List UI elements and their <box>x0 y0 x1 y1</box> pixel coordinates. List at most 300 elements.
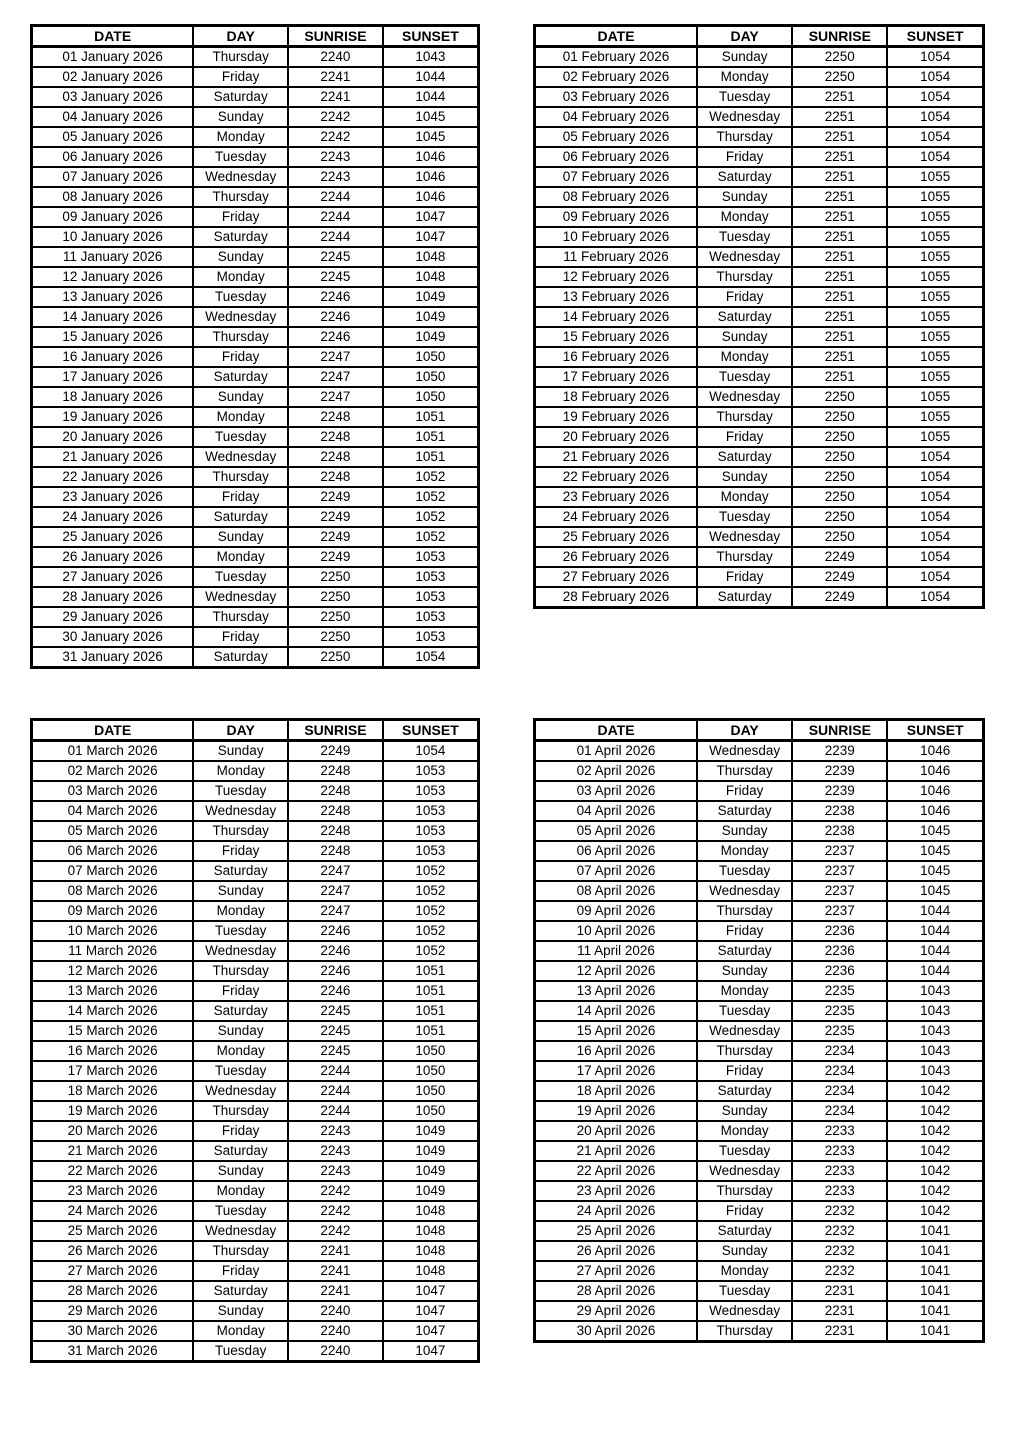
table-row <box>32 527 479 547</box>
sunrise-cell: 2244 <box>288 207 383 227</box>
sunset-cell: 1050 <box>383 1041 479 1061</box>
table-row <box>535 1161 984 1181</box>
date-cell: 19 February 2026 <box>535 407 698 427</box>
sunrise-cell: 2234 <box>792 1061 887 1081</box>
day-cell: Wednesday <box>193 167 288 187</box>
day-cell: Wednesday <box>193 447 288 467</box>
sunrise-cell: 2243 <box>288 1121 383 1141</box>
sunrise-cell: 2251 <box>792 187 887 207</box>
sunset-cell: 1048 <box>383 1241 479 1261</box>
sunrise-cell: 2246 <box>288 921 383 941</box>
table-row <box>535 981 984 1001</box>
date-cell: 28 January 2026 <box>32 587 194 607</box>
day-cell: Tuesday <box>697 507 792 527</box>
sunset-cell: 1055 <box>887 307 983 327</box>
sunset-cell: 1045 <box>887 861 983 881</box>
day-cell: Thursday <box>697 1181 792 1201</box>
date-cell: 17 February 2026 <box>535 367 698 387</box>
table-row <box>32 1061 479 1081</box>
table-row <box>535 287 984 307</box>
date-cell: 20 April 2026 <box>535 1121 698 1141</box>
sunset-cell: 1041 <box>887 1221 983 1241</box>
day-cell: Sunday <box>697 47 792 68</box>
sunset-cell: 1046 <box>887 741 983 762</box>
day-cell: Sunday <box>697 187 792 207</box>
date-cell: 23 January 2026 <box>32 487 194 507</box>
table-row <box>32 647 479 668</box>
date-cell: 03 March 2026 <box>32 781 194 801</box>
sunset-cell: 1054 <box>887 67 983 87</box>
sunrise-cell: 2248 <box>288 821 383 841</box>
date-cell: 28 February 2026 <box>535 587 698 608</box>
day-cell: Tuesday <box>193 1061 288 1081</box>
sunset-cell: 1042 <box>887 1161 983 1181</box>
date-cell: 16 January 2026 <box>32 347 194 367</box>
day-cell: Thursday <box>697 761 792 781</box>
table-row <box>32 347 479 367</box>
table-row <box>535 527 984 547</box>
sunrise-cell: 2241 <box>288 1261 383 1281</box>
table-row <box>535 1061 984 1081</box>
day-cell: Thursday <box>697 1041 792 1061</box>
date-cell: 10 April 2026 <box>535 921 698 941</box>
sunset-cell: 1055 <box>887 427 983 447</box>
sunset-cell: 1055 <box>887 367 983 387</box>
day-cell: Monday <box>697 981 792 1001</box>
day-cell: Tuesday <box>193 1201 288 1221</box>
date-cell: 02 February 2026 <box>535 67 698 87</box>
date-cell: 30 April 2026 <box>535 1321 698 1342</box>
day-cell: Sunday <box>193 741 288 762</box>
table-row <box>535 567 984 587</box>
sunrise-cell: 2246 <box>288 981 383 1001</box>
table-row <box>535 67 984 87</box>
date-cell: 31 March 2026 <box>32 1341 194 1362</box>
date-cell: 25 January 2026 <box>32 527 194 547</box>
sunrise-cell: 2250 <box>792 487 887 507</box>
date-cell: 09 January 2026 <box>32 207 194 227</box>
day-cell: Wednesday <box>697 107 792 127</box>
sunset-cell: 1054 <box>887 467 983 487</box>
date-cell: 27 January 2026 <box>32 567 194 587</box>
date-cell: 12 January 2026 <box>32 267 194 287</box>
sunset-cell: 1055 <box>887 327 983 347</box>
sunrise-cell: 2243 <box>288 1141 383 1161</box>
sunset-cell: 1045 <box>383 107 479 127</box>
sunset-cell: 1048 <box>383 1201 479 1221</box>
sun-times-table-january <box>30 24 480 669</box>
sunrise-cell: 2246 <box>288 307 383 327</box>
table-row <box>32 921 479 941</box>
sunrise-cell: 2248 <box>288 781 383 801</box>
date-cell: 20 March 2026 <box>32 1121 194 1141</box>
sunrise-cell: 2251 <box>792 127 887 147</box>
day-cell: Wednesday <box>697 881 792 901</box>
day-cell: Saturday <box>193 227 288 247</box>
sunset-cell: 1041 <box>887 1261 983 1281</box>
sunset-cell: 1051 <box>383 1021 479 1041</box>
sunset-cell: 1043 <box>383 47 479 68</box>
date-cell: 26 February 2026 <box>535 547 698 567</box>
sunrise-cell: 2239 <box>792 741 887 762</box>
day-cell: Friday <box>193 1121 288 1141</box>
day-cell: Monday <box>193 267 288 287</box>
sunrise-cell: 2234 <box>792 1081 887 1101</box>
sunrise-cell: 2250 <box>792 407 887 427</box>
day-cell: Tuesday <box>193 781 288 801</box>
sunrise-cell: 2247 <box>288 861 383 881</box>
sunset-cell: 1055 <box>887 287 983 307</box>
sunset-cell: 1053 <box>383 801 479 821</box>
sunrise-cell: 2245 <box>288 267 383 287</box>
sunset-cell: 1046 <box>383 147 479 167</box>
sun-times-table-march <box>30 718 480 1363</box>
date-cell: 15 April 2026 <box>535 1021 698 1041</box>
sunset-cell: 1050 <box>383 1081 479 1101</box>
date-cell: 15 February 2026 <box>535 327 698 347</box>
date-cell: 03 January 2026 <box>32 87 194 107</box>
sunrise-cell: 2250 <box>792 67 887 87</box>
column-header-day: DAY <box>193 720 288 741</box>
date-cell: 02 April 2026 <box>535 761 698 781</box>
table-row <box>32 761 479 781</box>
sunset-cell: 1042 <box>887 1201 983 1221</box>
sunrise-cell: 2250 <box>288 627 383 647</box>
table-row <box>535 307 984 327</box>
sunrise-cell: 2251 <box>792 367 887 387</box>
table-row <box>535 841 984 861</box>
day-cell: Monday <box>697 347 792 367</box>
sun-times-table-container-april <box>533 718 985 1343</box>
sunset-cell: 1051 <box>383 1001 479 1021</box>
table-row <box>535 387 984 407</box>
sunset-cell: 1046 <box>887 781 983 801</box>
column-header-sunset: SUNSET <box>383 720 479 741</box>
sunset-cell: 1047 <box>383 1341 479 1362</box>
table-row <box>32 1261 479 1281</box>
date-cell: 18 March 2026 <box>32 1081 194 1101</box>
table-row <box>535 207 984 227</box>
day-cell: Saturday <box>697 801 792 821</box>
sunrise-cell: 2232 <box>792 1261 887 1281</box>
sunset-cell: 1052 <box>383 467 479 487</box>
table-row <box>32 1281 479 1301</box>
table-row <box>32 507 479 527</box>
sunrise-cell: 2246 <box>288 327 383 347</box>
column-header-sunrise: SUNRISE <box>288 720 383 741</box>
sunrise-cell: 2251 <box>792 327 887 347</box>
date-cell: 23 February 2026 <box>535 487 698 507</box>
sunset-cell: 1051 <box>383 981 479 1001</box>
table-row <box>535 267 984 287</box>
sunset-cell: 1051 <box>383 427 479 447</box>
day-cell: Monday <box>193 127 288 147</box>
date-cell: 27 April 2026 <box>535 1261 698 1281</box>
table-row <box>535 1081 984 1101</box>
sunrise-cell: 2236 <box>792 921 887 941</box>
day-cell: Friday <box>697 781 792 801</box>
sunset-cell: 1049 <box>383 1181 479 1201</box>
day-cell: Wednesday <box>697 1021 792 1041</box>
sunset-cell: 1055 <box>887 347 983 367</box>
sunset-cell: 1053 <box>383 821 479 841</box>
sunrise-cell: 2248 <box>288 447 383 467</box>
table-row <box>535 1101 984 1121</box>
date-cell: 31 January 2026 <box>32 647 194 668</box>
table-row <box>32 547 479 567</box>
date-cell: 19 January 2026 <box>32 407 194 427</box>
sunrise-cell: 2250 <box>288 647 383 668</box>
table-row <box>32 607 479 627</box>
date-cell: 30 January 2026 <box>32 627 194 647</box>
sunset-cell: 1042 <box>887 1081 983 1101</box>
date-cell: 26 March 2026 <box>32 1241 194 1261</box>
sunset-cell: 1055 <box>887 247 983 267</box>
day-cell: Friday <box>193 347 288 367</box>
date-cell: 08 February 2026 <box>535 187 698 207</box>
sunrise-cell: 2249 <box>288 527 383 547</box>
date-cell: 12 February 2026 <box>535 267 698 287</box>
table-row <box>32 1081 479 1101</box>
sunset-cell: 1042 <box>887 1121 983 1141</box>
sunset-cell: 1053 <box>383 761 479 781</box>
sunset-cell: 1043 <box>887 1041 983 1061</box>
sunrise-cell: 2250 <box>792 387 887 407</box>
table-row <box>32 407 479 427</box>
day-cell: Saturday <box>697 167 792 187</box>
day-cell: Saturday <box>697 447 792 467</box>
date-cell: 11 February 2026 <box>535 247 698 267</box>
table-row <box>32 1021 479 1041</box>
date-cell: 06 January 2026 <box>32 147 194 167</box>
sunset-cell: 1041 <box>887 1281 983 1301</box>
sunrise-cell: 2251 <box>792 167 887 187</box>
date-cell: 24 March 2026 <box>32 1201 194 1221</box>
table-row <box>535 881 984 901</box>
date-cell: 06 February 2026 <box>535 147 698 167</box>
table-row <box>32 187 479 207</box>
day-cell: Tuesday <box>193 427 288 447</box>
column-header-day: DAY <box>697 26 792 47</box>
day-cell: Monday <box>193 901 288 921</box>
sunset-cell: 1054 <box>887 547 983 567</box>
sunset-cell: 1050 <box>383 387 479 407</box>
sunrise-cell: 2232 <box>792 1221 887 1241</box>
date-cell: 20 February 2026 <box>535 427 698 447</box>
sunrise-cell: 2232 <box>792 1201 887 1221</box>
sunrise-cell: 2233 <box>792 1161 887 1181</box>
sunrise-cell: 2250 <box>288 607 383 627</box>
day-cell: Tuesday <box>193 567 288 587</box>
sunrise-cell: 2246 <box>288 287 383 307</box>
table-row <box>32 127 479 147</box>
date-cell: 29 April 2026 <box>535 1301 698 1321</box>
sunset-cell: 1053 <box>383 547 479 567</box>
sun-times-table-container-march <box>30 718 480 1363</box>
day-cell: Monday <box>193 1321 288 1341</box>
table-row <box>535 247 984 267</box>
day-cell: Tuesday <box>697 87 792 107</box>
date-cell: 15 March 2026 <box>32 1021 194 1041</box>
date-cell: 08 March 2026 <box>32 881 194 901</box>
date-cell: 09 March 2026 <box>32 901 194 921</box>
sunrise-cell: 2233 <box>792 1181 887 1201</box>
sunrise-cell: 2248 <box>288 427 383 447</box>
date-cell: 14 February 2026 <box>535 307 698 327</box>
table-row <box>32 1101 479 1121</box>
table-row <box>535 547 984 567</box>
date-cell: 23 March 2026 <box>32 1181 194 1201</box>
header-row <box>32 720 479 741</box>
sunrise-cell: 2246 <box>288 961 383 981</box>
day-cell: Monday <box>193 761 288 781</box>
table-row <box>32 941 479 961</box>
date-cell: 18 January 2026 <box>32 387 194 407</box>
sunrise-cell: 2251 <box>792 307 887 327</box>
sunrise-cell: 2249 <box>288 487 383 507</box>
sunset-cell: 1041 <box>887 1321 983 1342</box>
table-row <box>535 1241 984 1261</box>
date-cell: 07 March 2026 <box>32 861 194 881</box>
table-row <box>32 167 479 187</box>
day-cell: Sunday <box>193 387 288 407</box>
sunset-cell: 1051 <box>383 407 479 427</box>
sunrise-cell: 2242 <box>288 1181 383 1201</box>
sunset-cell: 1044 <box>383 87 479 107</box>
sunset-cell: 1054 <box>887 507 983 527</box>
day-cell: Friday <box>193 67 288 87</box>
day-cell: Sunday <box>193 527 288 547</box>
day-cell: Friday <box>193 1261 288 1281</box>
day-cell: Monday <box>697 1261 792 1281</box>
day-cell: Friday <box>193 207 288 227</box>
sunset-cell: 1054 <box>887 487 983 507</box>
table-row <box>535 801 984 821</box>
column-header-sunset: SUNSET <box>887 720 983 741</box>
sunset-cell: 1054 <box>887 127 983 147</box>
sunset-cell: 1054 <box>887 107 983 127</box>
day-cell: Thursday <box>193 327 288 347</box>
table-row <box>535 921 984 941</box>
sunset-cell: 1045 <box>887 821 983 841</box>
date-cell: 22 February 2026 <box>535 467 698 487</box>
sunset-cell: 1046 <box>383 167 479 187</box>
date-cell: 26 January 2026 <box>32 547 194 567</box>
table-row <box>535 741 984 762</box>
day-cell: Tuesday <box>193 921 288 941</box>
table-row <box>32 1221 479 1241</box>
date-cell: 13 March 2026 <box>32 981 194 1001</box>
day-cell: Thursday <box>193 1241 288 1261</box>
day-cell: Monday <box>193 547 288 567</box>
day-cell: Monday <box>697 487 792 507</box>
date-cell: 12 March 2026 <box>32 961 194 981</box>
sunrise-cell: 2244 <box>288 1081 383 1101</box>
sunset-cell: 1041 <box>887 1241 983 1261</box>
sunrise-cell: 2244 <box>288 1101 383 1121</box>
sunrise-cell: 2249 <box>792 567 887 587</box>
date-cell: 01 February 2026 <box>535 47 698 68</box>
sunset-cell: 1047 <box>383 1321 479 1341</box>
sunset-cell: 1055 <box>887 267 983 287</box>
sunrise-cell: 2239 <box>792 781 887 801</box>
table-row <box>32 1241 479 1261</box>
day-cell: Tuesday <box>697 1281 792 1301</box>
column-header-date: DATE <box>32 26 194 47</box>
sunrise-cell: 2237 <box>792 901 887 921</box>
table-row <box>535 1281 984 1301</box>
sunrise-cell: 2237 <box>792 861 887 881</box>
sunset-cell: 1044 <box>887 901 983 921</box>
day-cell: Thursday <box>697 267 792 287</box>
sunrise-cell: 2241 <box>288 1241 383 1261</box>
sunrise-cell: 2240 <box>288 1321 383 1341</box>
table-row <box>535 147 984 167</box>
sunrise-cell: 2243 <box>288 147 383 167</box>
table-row <box>535 1181 984 1201</box>
table-row <box>535 47 984 68</box>
sunset-cell: 1043 <box>887 1001 983 1021</box>
day-cell: Sunday <box>697 327 792 347</box>
sunset-cell: 1047 <box>383 207 479 227</box>
date-cell: 23 April 2026 <box>535 1181 698 1201</box>
sunrise-cell: 2251 <box>792 207 887 227</box>
date-cell: 18 April 2026 <box>535 1081 698 1101</box>
sunrise-cell: 2249 <box>288 547 383 567</box>
table-row <box>535 1321 984 1342</box>
table-row <box>535 587 984 608</box>
table-row <box>535 127 984 147</box>
day-cell: Saturday <box>697 1081 792 1101</box>
table-row <box>32 781 479 801</box>
table-row <box>535 467 984 487</box>
date-cell: 21 February 2026 <box>535 447 698 467</box>
date-cell: 22 March 2026 <box>32 1161 194 1181</box>
day-cell: Sunday <box>193 1021 288 1041</box>
table-row <box>32 207 479 227</box>
table-row <box>32 387 479 407</box>
date-cell: 05 February 2026 <box>535 127 698 147</box>
date-cell: 13 February 2026 <box>535 287 698 307</box>
day-cell: Wednesday <box>697 1301 792 1321</box>
table-row <box>535 821 984 841</box>
sunset-cell: 1049 <box>383 307 479 327</box>
table-row <box>32 1001 479 1021</box>
table-row <box>535 1301 984 1321</box>
sunrise-cell: 2249 <box>288 507 383 527</box>
date-cell: 06 March 2026 <box>32 841 194 861</box>
sunrise-cell: 2242 <box>288 127 383 147</box>
day-cell: Thursday <box>193 1101 288 1121</box>
date-cell: 08 April 2026 <box>535 881 698 901</box>
sunrise-cell: 2250 <box>792 527 887 547</box>
table-row <box>32 147 479 167</box>
sunset-cell: 1047 <box>383 227 479 247</box>
table-row <box>535 941 984 961</box>
table-row <box>535 227 984 247</box>
sunrise-cell: 2235 <box>792 981 887 1001</box>
table-row <box>32 801 479 821</box>
date-cell: 14 January 2026 <box>32 307 194 327</box>
day-cell: Tuesday <box>697 1001 792 1021</box>
table-row <box>32 327 479 347</box>
day-cell: Sunday <box>193 881 288 901</box>
date-cell: 08 January 2026 <box>32 187 194 207</box>
day-cell: Friday <box>193 841 288 861</box>
sunset-cell: 1050 <box>383 1101 479 1121</box>
table-row <box>32 67 479 87</box>
sunset-cell: 1049 <box>383 287 479 307</box>
